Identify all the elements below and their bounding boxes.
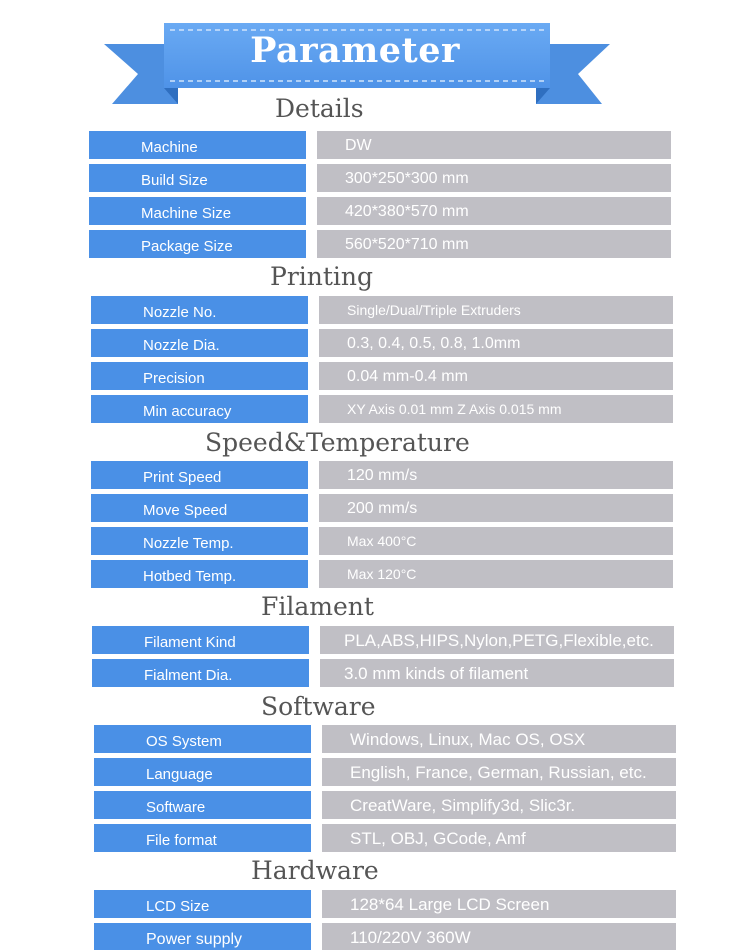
row-value: Single/Dual/Triple Extruders [319,296,673,324]
banner-title: Parameter [250,30,460,71]
details-heading-text: Details [275,94,364,123]
row-label: Nozzle Temp. [91,527,308,555]
row-value: 0.04 mm-0.4 mm [319,362,673,390]
row-value: 120 mm/s [319,461,673,489]
row-value: DW [317,131,671,159]
software-heading-text: Software [261,692,376,721]
row-value: 420*380*570 mm [317,197,671,225]
row-label: LCD Size [94,890,311,918]
row-label: Build Size [89,164,306,192]
section-heading-software [0,692,750,722]
row-value: 300*250*300 mm [317,164,671,192]
row-label: Nozzle No. [91,296,308,324]
row-value: 560*520*710 mm [317,230,671,258]
row-label: Min accuracy [91,395,308,423]
row-label: Language [94,758,311,786]
row-label: Power supply [94,923,311,950]
row-value: Windows, Linux, Mac OS, OSX [322,725,676,753]
section-heading-filament [0,592,750,622]
row-label: Print Speed [91,461,308,489]
row-value: 0.3, 0.4, 0.5, 0.8, 1.0mm [319,329,673,357]
filament-heading-text: Filament [261,592,374,621]
row-value: Max 400°C [319,527,673,555]
row-value: CreatWare, Simplify3d, Slic3r. [322,791,676,819]
row-value: 128*64 Large LCD Screen [322,890,676,918]
row-label: Fialment Dia. [92,659,309,687]
section-heading-printing [0,262,750,292]
row-value: XY Axis 0.01 mm Z Axis 0.015 mm [319,395,673,423]
row-value: 3.0 mm kinds of filament [320,659,674,687]
row-label: Machine Size [89,197,306,225]
row-value: 200 mm/s [319,494,673,522]
hardware-heading-text: Hardware [251,856,379,885]
row-value: STL, OBJ, GCode, Amf [322,824,676,852]
row-label: Precision [91,362,308,390]
row-label: Nozzle Dia. [91,329,308,357]
row-value: PLA,ABS,HIPS,Nylon,PETG,Flexible,etc. [320,626,674,654]
section-heading-speed-temperature [0,428,750,458]
row-label: Package Size [89,230,306,258]
row-value: Max 120°C [319,560,673,588]
row-label: Filament Kind [92,626,309,654]
row-label: File format [94,824,311,852]
speed-heading-text: Speed&Temperature [205,428,470,457]
row-label: Software [94,791,311,819]
printing-heading-text: Printing [270,262,374,291]
row-label: Hotbed Temp. [91,560,308,588]
section-heading-details [0,94,750,124]
row-value: English, France, German, Russian, etc. [322,758,676,786]
row-label: OS System [94,725,311,753]
section-heading-hardware [0,856,750,886]
row-value: 110/220V 360W [322,923,676,950]
row-label: Move Speed [91,494,308,522]
row-label: Machine [89,131,306,159]
